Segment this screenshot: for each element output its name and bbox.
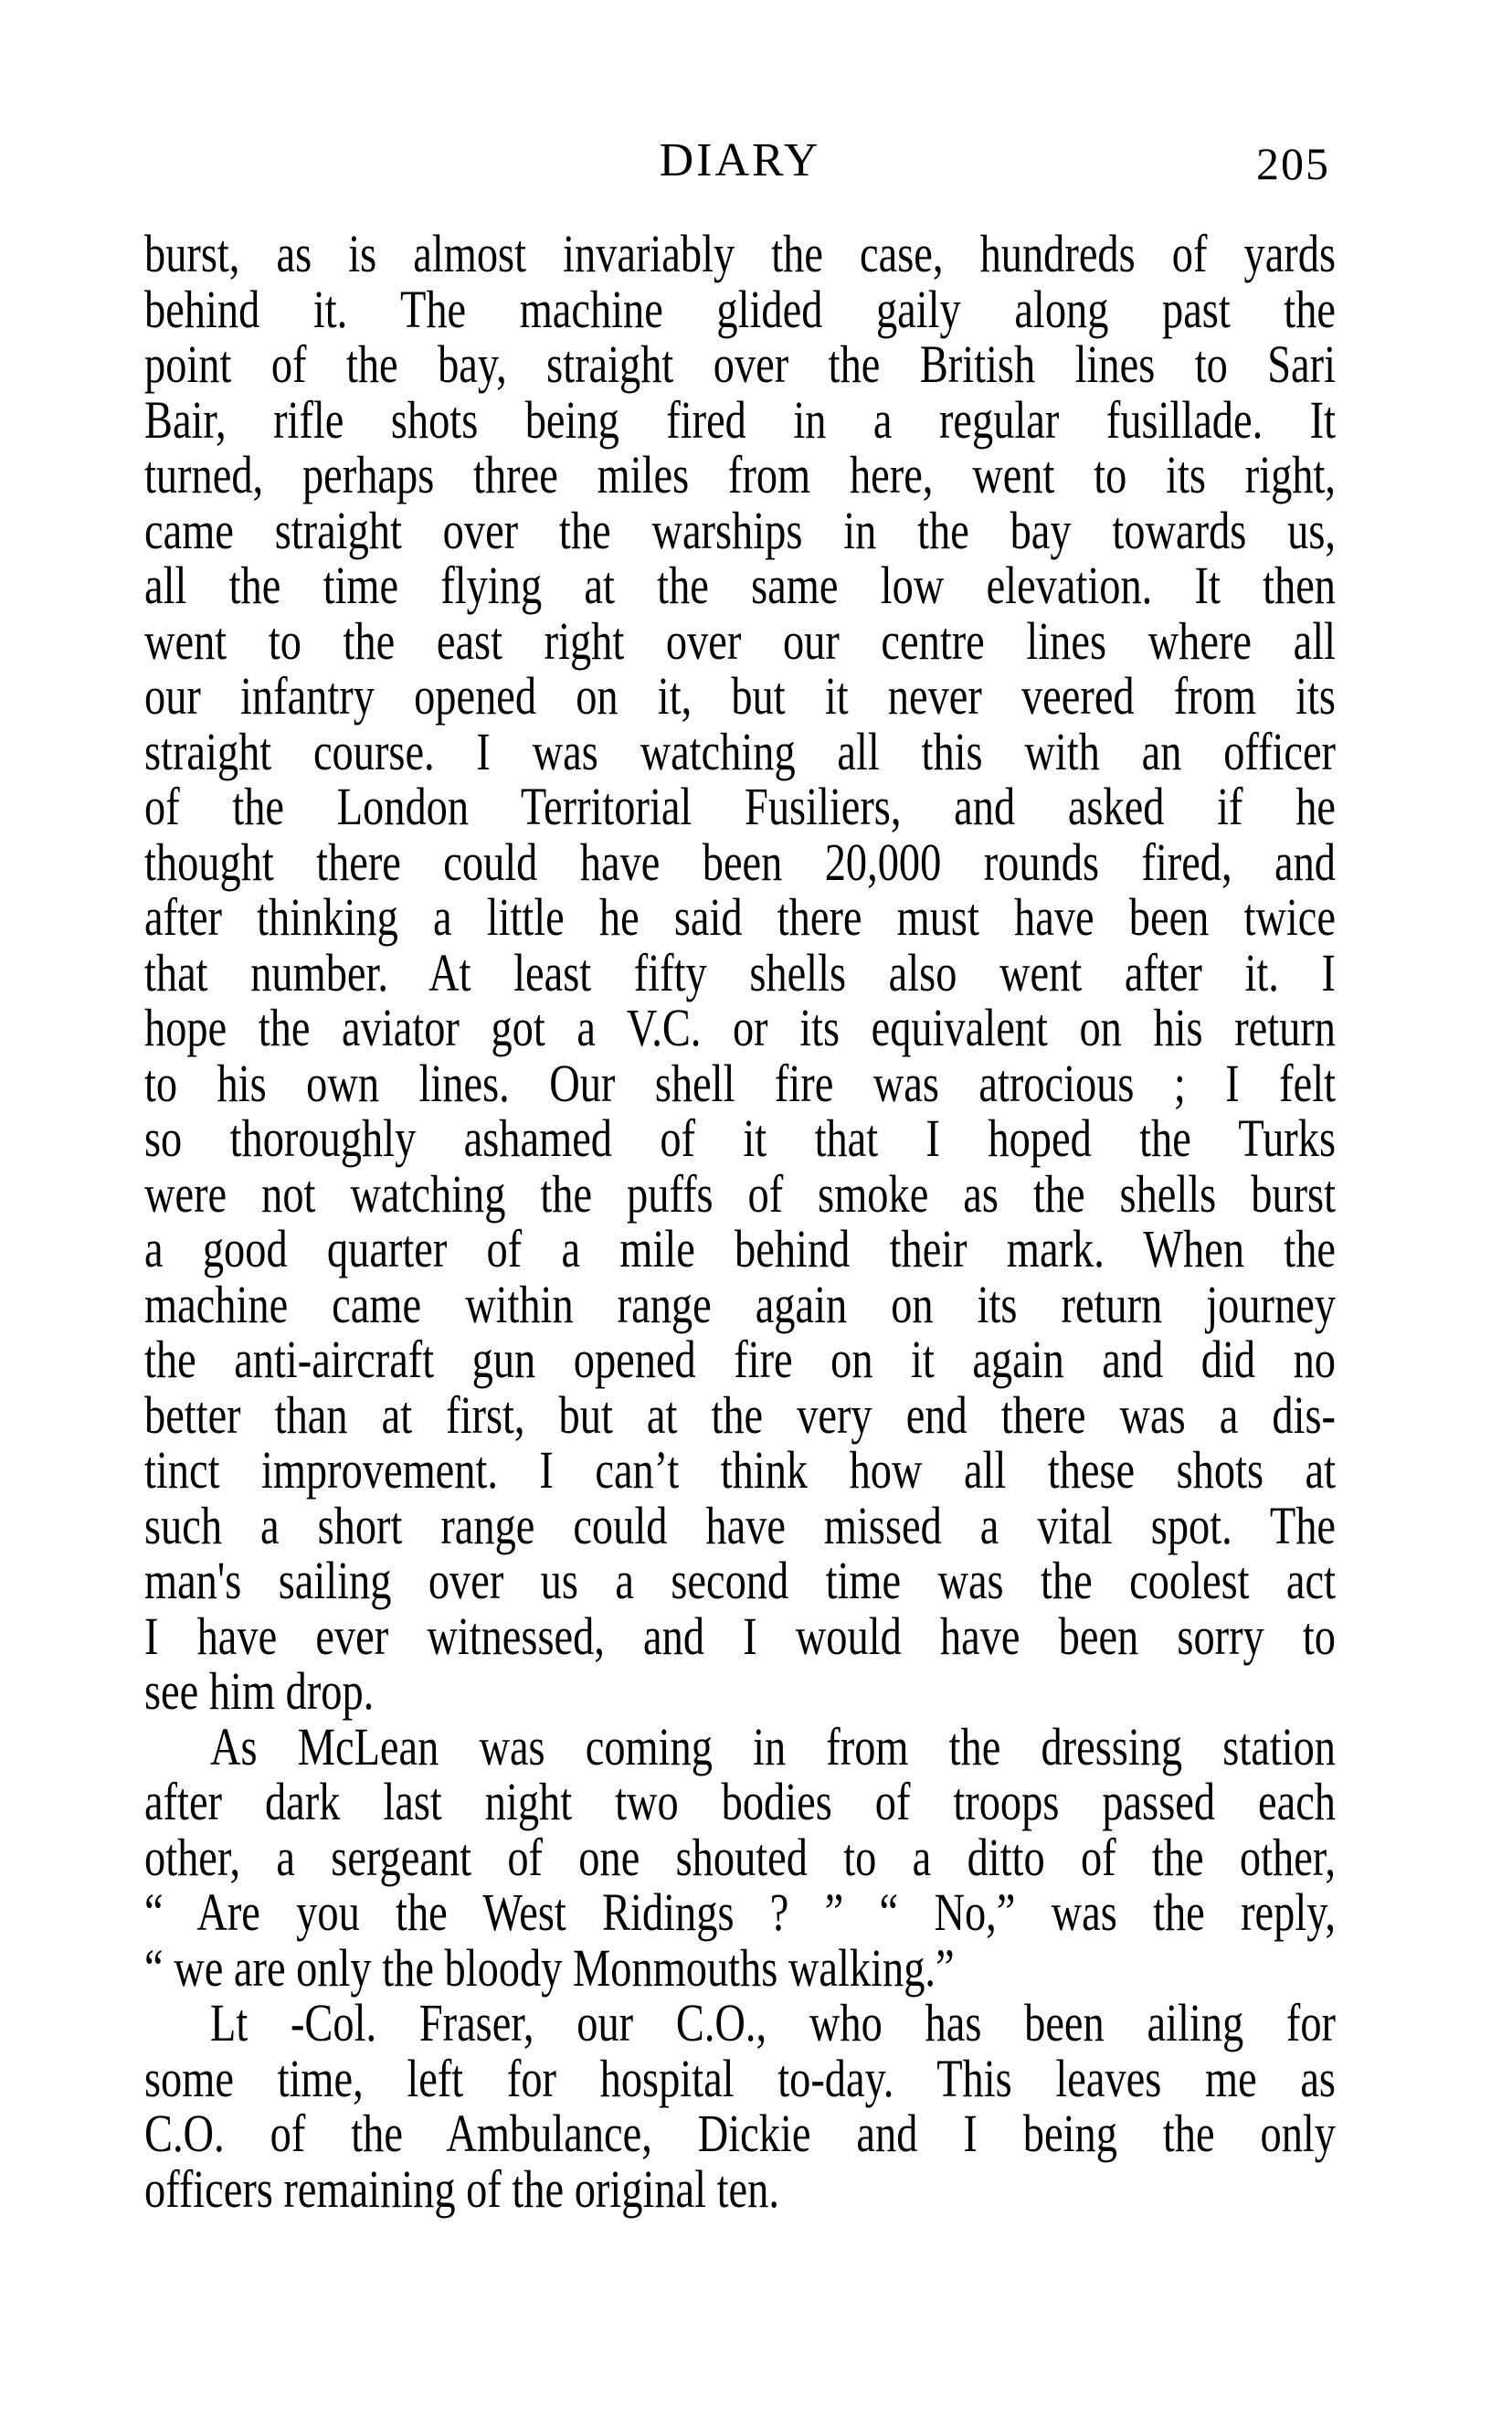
- text-line: C.O. of the Ambulance, Dickie and I being the only: [144, 2104, 1336, 2163]
- text-line: behind it. The machine glided gaily along past the: [144, 279, 1336, 339]
- text-line: other, a sergeant of one shouted to a ditto of the other,: [144, 1827, 1336, 1887]
- text-line: were not watching the puffs of smoke as the shells burst: [144, 1163, 1336, 1224]
- text-line: tinct improvement. I can’t think how all these shots at: [144, 1440, 1336, 1500]
- text-line: Bair, rifle shots being fired in a regular fusillade. It: [144, 389, 1336, 450]
- text-line: the anti-aircraft gun opened fire on it again and did no: [144, 1330, 1336, 1389]
- text-line: hope the aviator got a V.C. or its equivalent on his return: [144, 998, 1336, 1057]
- text-line: came straight over the warships in the bay towards us,: [144, 500, 1336, 560]
- text-line: of the London Territorial Fusiliers, and asked if he: [144, 777, 1336, 836]
- page-header: [144, 134, 1336, 194]
- text-line: such a short range could have missed a vital spot. The: [144, 1495, 1336, 1555]
- text-line: As McLean was coming in from the dressing station: [210, 1716, 1336, 1776]
- text-line: straight course. I was watching all this with an officer: [144, 721, 1336, 781]
- text-line: machine came within range again on its return journey: [144, 1274, 1336, 1334]
- text-line: went to the east right over our centre lines where all: [144, 610, 1336, 671]
- text-line: all the time flying at the same low elevation. It then: [144, 556, 1336, 615]
- text-line: a good quarter of a mile behind their mark. When the: [144, 1219, 1336, 1278]
- text-line: I have ever witnessed, and I would have been sorry to: [144, 1606, 1336, 1666]
- text-line: after thinking a little he said there must have been twice: [144, 887, 1336, 947]
- text-line: better than at first, but at the very end there was a dis-: [144, 1384, 1336, 1445]
- text-line: burst, as is almost invariably the case, hundreds of yards: [144, 224, 1336, 283]
- text-line: “ Are you the West Ridings ? ” “ No,” was the reply,: [144, 1882, 1336, 1942]
- text-line: “ we are only the bloody Monmouths walking.”: [144, 1937, 955, 1998]
- text-line: turned, perhaps three miles from here, went to its right,: [144, 445, 1336, 504]
- text-line: some time, left for hospital to-day. This leaves me as: [144, 2048, 1336, 2108]
- text-line: see him drop.: [144, 1661, 375, 1721]
- text-line: after dark last night two bodies of troops passed each: [144, 1772, 1336, 1831]
- body-text: [144, 224, 1336, 2219]
- text-line: that number. At least fifty shells also went after it. I: [144, 942, 1336, 1002]
- text-line: Lt -Col. Fraser, our C.O., who has been ailing for: [210, 1993, 1336, 2052]
- text-line: officers remaining of the original ten.: [144, 2158, 779, 2219]
- text-line: man's sailing over us a second time was the coolest act: [144, 1551, 1336, 1610]
- text-line: so thoroughly ashamed of it that I hoped the Turks: [144, 1108, 1336, 1168]
- text-line: thought there could have been 20,000 rounds fired, and: [144, 832, 1336, 892]
- text-line: point of the bay, straight over the British lines to Sari: [144, 334, 1336, 394]
- text-line: to his own lines. Our shell fire was atrocious ; I felt: [144, 1053, 1336, 1113]
- running-title: DIARY: [659, 134, 821, 186]
- page-number: 205: [1256, 138, 1330, 189]
- text-line: our infantry opened on it, but it never veered from its: [144, 666, 1336, 726]
